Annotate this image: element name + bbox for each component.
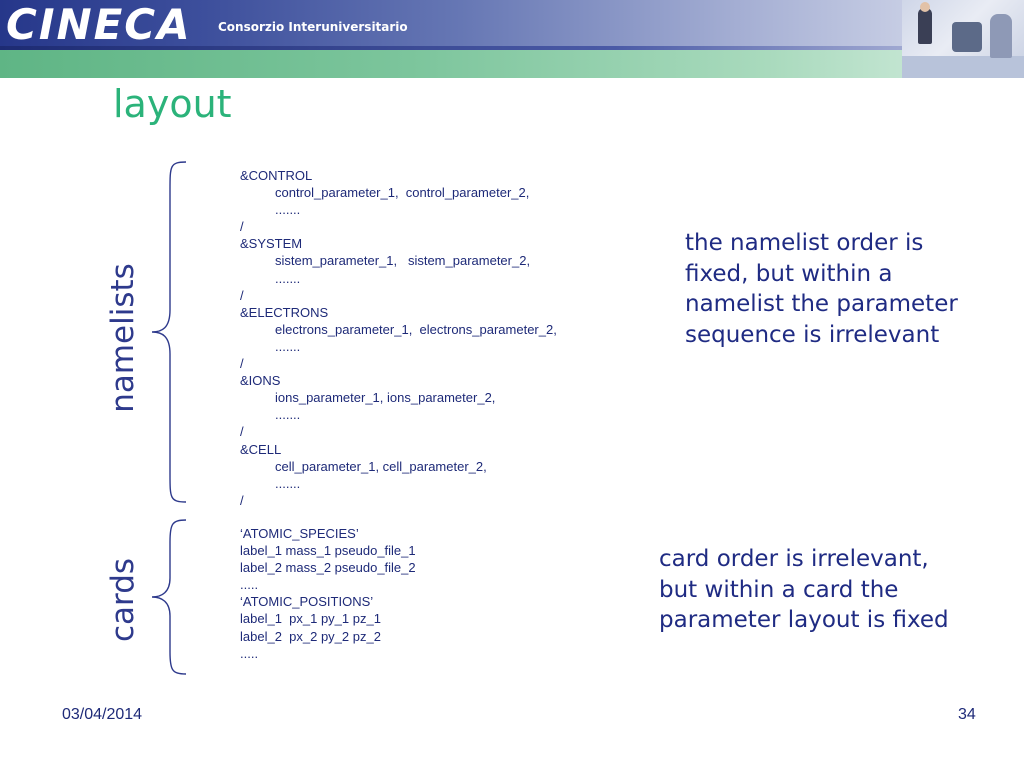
note-line: parameter layout is fixed <box>659 607 949 633</box>
code-line: control_parameter_1, control_parameter_2, <box>275 185 530 201</box>
code-line: / <box>240 219 244 235</box>
code-line: &CELL <box>240 441 282 457</box>
code-line: &CONTROL <box>240 168 313 183</box>
code-line: ‘ATOMIC_SPECIES’ <box>240 526 359 541</box>
note-line: the namelist order is <box>685 230 924 256</box>
namelists-code-block <box>240 167 557 509</box>
photo-monitor <box>952 22 982 52</box>
photo-person <box>990 14 1012 58</box>
cards-brace <box>148 518 190 676</box>
photo-person <box>918 8 932 44</box>
code-line: ....... <box>275 407 301 423</box>
code-line: ....... <box>275 270 301 286</box>
cards-note <box>659 544 949 636</box>
code-line: / <box>240 492 244 508</box>
code-line: / <box>240 424 244 440</box>
photo-desk <box>902 56 1024 78</box>
code-line: electrons_parameter_1, electrons_parameter_2, <box>275 321 557 337</box>
code-line: / <box>240 356 244 372</box>
cineca-logo: CINECA <box>6 0 192 49</box>
code-line: ....... <box>275 475 301 491</box>
note-line: namelist the parameter <box>685 291 958 317</box>
code-line: &IONS <box>240 373 281 389</box>
namelists-brace <box>148 160 190 504</box>
header-banner <box>0 0 1024 78</box>
code-line: ....... <box>275 202 301 218</box>
code-line: ..... <box>240 645 259 661</box>
code-line: ions_parameter_1, ions_parameter_2, <box>275 390 496 406</box>
logo-subtitle: Consorzio Interuniversitario <box>218 20 408 34</box>
namelists-label: namelists <box>105 263 141 413</box>
banner-green-band <box>0 50 1024 78</box>
code-line: / <box>240 287 244 303</box>
note-line: card order is irrelevant, <box>659 546 929 572</box>
code-line: label_2 px_2 py_2 pz_2 <box>240 628 381 644</box>
code-line: label_1 px_1 py_1 pz_1 <box>240 611 381 627</box>
note-line: but within a card the <box>659 576 899 603</box>
footer-date: 03/04/2014 <box>62 706 143 723</box>
note-line: fixed, but within a <box>685 260 893 287</box>
cards-code-block <box>240 525 416 662</box>
code-line: sistem_parameter_1, sistem_parameter_2, <box>275 253 531 269</box>
code-line: label_2 mass_2 pseudo_file_2 <box>240 560 416 576</box>
page-number: 34 <box>958 706 976 723</box>
cards-label: cards <box>105 557 141 643</box>
code-line: ....... <box>275 338 301 354</box>
namelists-note <box>685 228 958 350</box>
code-line: ‘ATOMIC_POSITIONS’ <box>240 594 374 610</box>
note-line: sequence is irrelevant <box>685 321 940 348</box>
code-line: &ELECTRONS <box>240 304 329 320</box>
header-photo <box>902 0 1024 78</box>
slide-title: layout <box>113 82 232 126</box>
code-line: ..... <box>240 577 259 593</box>
code-line: label_1 mass_1 pseudo_file_1 <box>240 543 416 559</box>
photo-person-head <box>920 2 930 12</box>
code-line: &SYSTEM <box>240 236 303 252</box>
code-line: cell_parameter_1, cell_parameter_2, <box>275 458 487 474</box>
